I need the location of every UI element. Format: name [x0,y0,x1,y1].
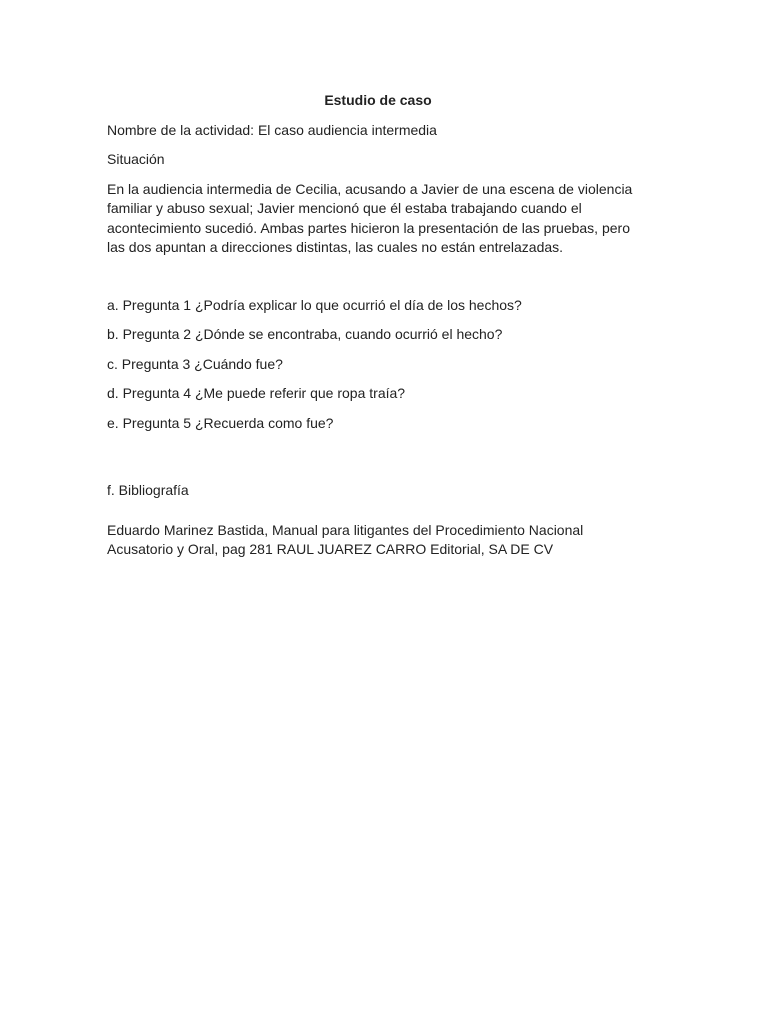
situation-heading: Situación [107,151,165,167]
activity-name: Nombre de la actividad: El caso audiencia intermedia [107,121,437,138]
bibliography-entry: Eduardo Marinez Bastida, Manual para litigantes del Procedimiento Nacional Acusatorio y Oral, pag 281 RAUL JUAREZ CARRO Editorial, SA DE CV [107,521,584,557]
situation-body: En la audiencia intermedia de Cecilia, acusando a Javier de una escena de violencia familiar y abuso sexual; Javier mencionó que él estaba trabajando cuando el acontecimiento sucedió. Ambas partes hicieron la presentación de las pruebas, pero las dos apuntan a direcciones distintas, las cuales no están entrelazadas. [107,180,633,255]
question-item: a. Pregunta 1 ¿Podría explicar lo que ocurrió el día de los hechos? [107,296,522,313]
questions-list [107,296,647,434]
question-item: d. Pregunta 4 ¿Me puede referir que ropa traía? [107,385,406,401]
document-content [107,91,647,570]
question-item: b. Pregunta 2 ¿Dónde se encontraba, cuando ocurrió el hecho? [107,326,503,342]
document-title: Estudio de caso [324,92,432,108]
question-item: e. Pregunta 5 ¿Recuerda como fue? [107,414,334,431]
bibliography-heading: f. Bibliografía [107,482,189,498]
question-item: c. Pregunta 3 ¿Cuándo fue? [107,355,283,372]
